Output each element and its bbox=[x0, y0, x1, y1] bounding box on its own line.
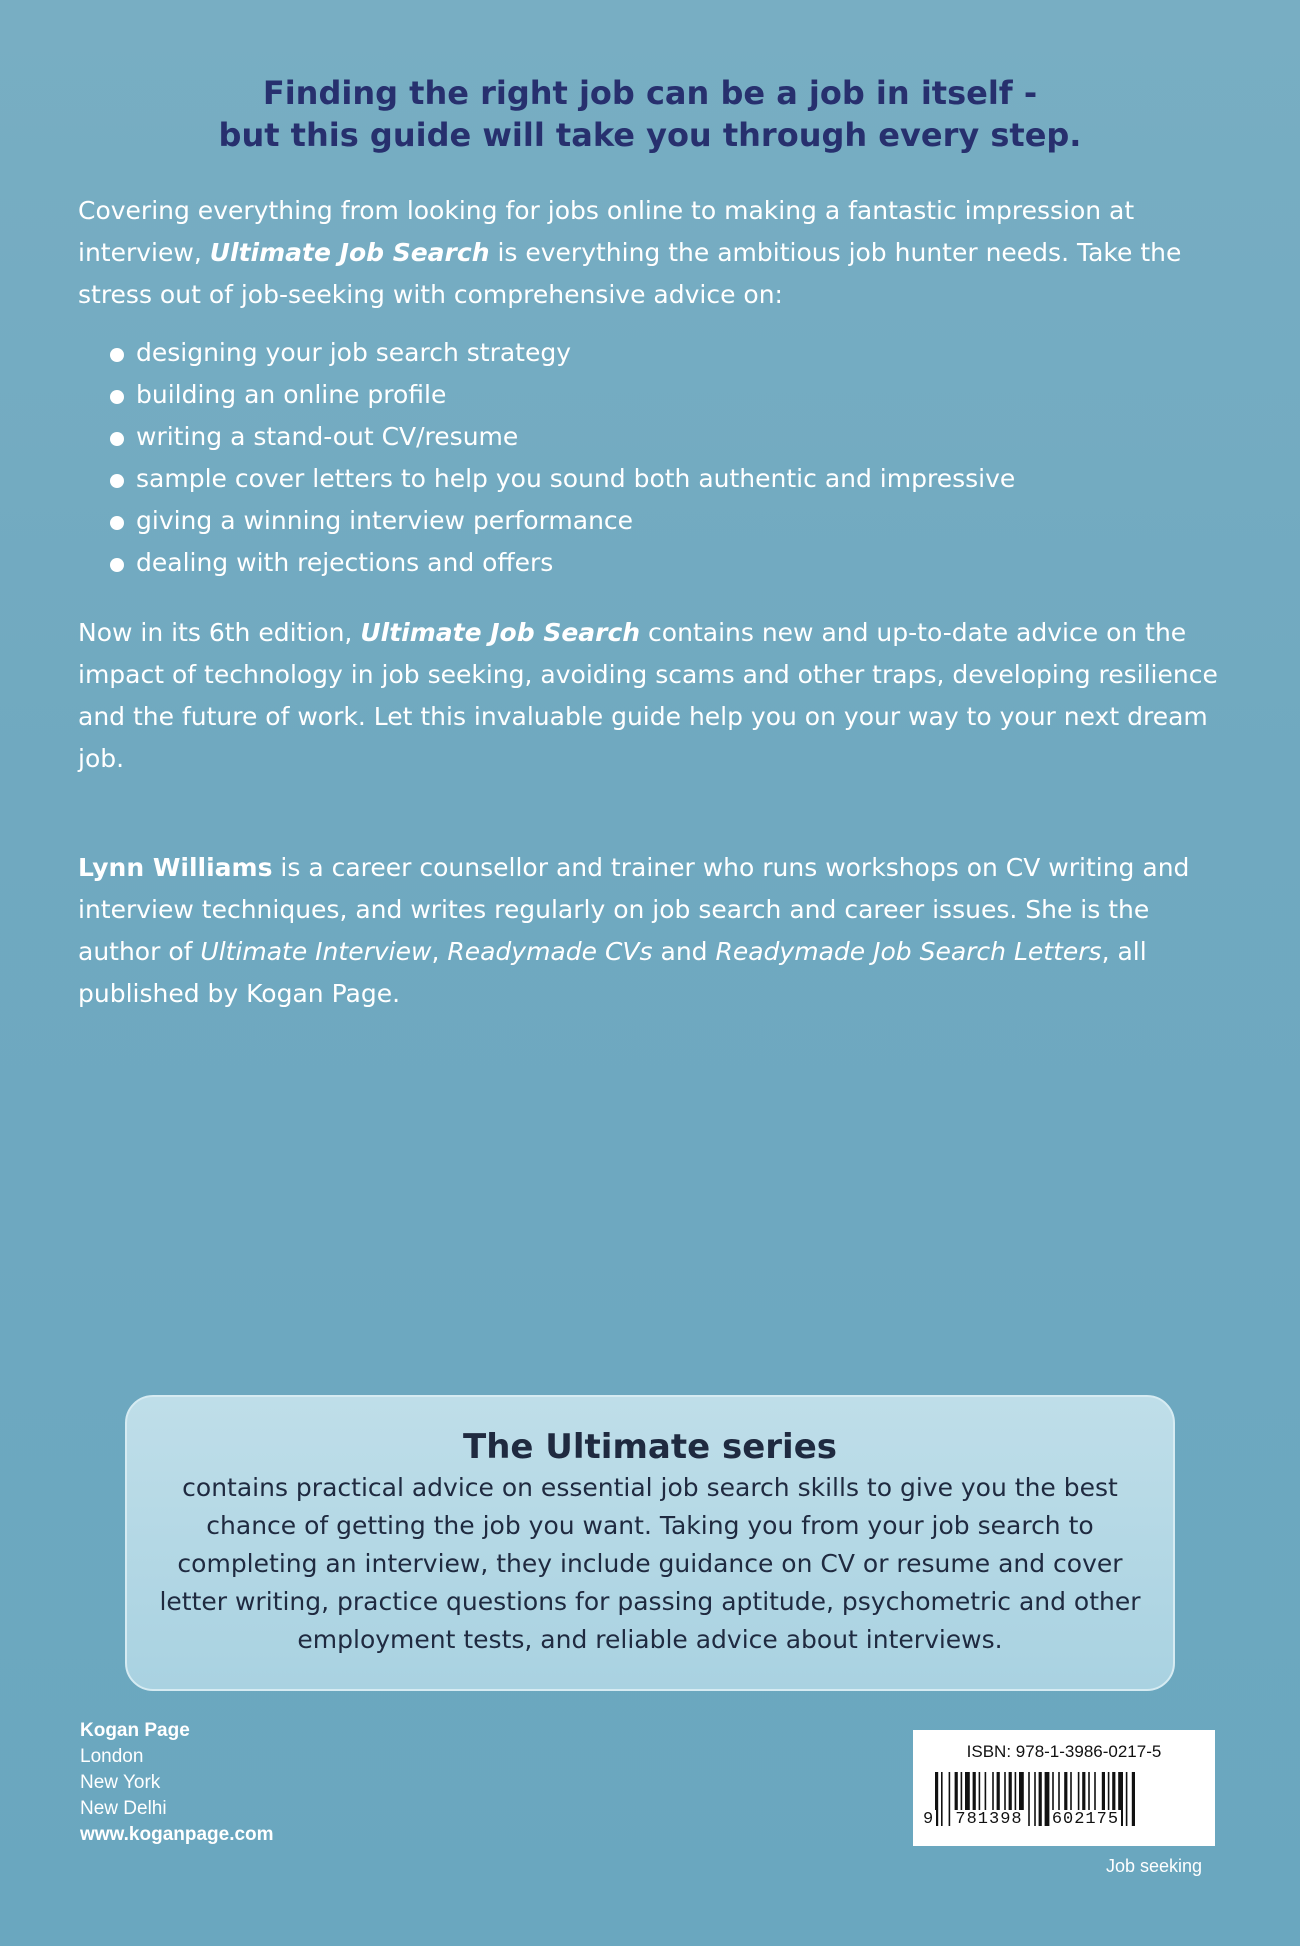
bullet-item bbox=[110, 542, 1210, 584]
bullet-dot-icon bbox=[110, 558, 124, 572]
bullet-dot-icon bbox=[110, 474, 124, 488]
bio-text-1: is a career counsellor and trainer who runs workshops on CV writing and interview techniques, and writes regularly on job search and career issues. She is the author of bbox=[78, 853, 1190, 966]
bullet-item bbox=[110, 374, 1210, 416]
edition-book-title: Ultimate Job Search bbox=[360, 618, 641, 647]
headline-line-1: Finding the right job can be a job in itself - bbox=[262, 74, 1038, 112]
publisher-city: London bbox=[80, 1746, 144, 1767]
bullet-item bbox=[110, 332, 1210, 374]
barcode-digits bbox=[921, 1810, 1211, 1829]
publisher-website: www.koganpage.com bbox=[80, 1824, 274, 1845]
bio-text-2: , all published by Kogan Page. bbox=[78, 937, 1147, 1008]
bio-separator-2: and bbox=[652, 937, 716, 966]
bullet-text: designing your job search strategy bbox=[136, 338, 572, 367]
intro-paragraph bbox=[78, 190, 1228, 316]
bullet-dot-icon bbox=[110, 390, 124, 404]
series-info-box bbox=[125, 1395, 1175, 1691]
bullet-dot-icon bbox=[110, 432, 124, 446]
intro-text-2: is everything the ambitious job hunter needs. Take the stress out of job-seeking with comprehensive advice on: bbox=[78, 238, 1182, 309]
author-name: Lynn Williams bbox=[78, 853, 273, 882]
bullet-item bbox=[110, 416, 1210, 458]
isbn-barcode bbox=[913, 1730, 1215, 1846]
barcode-digit-first: 9 bbox=[923, 1810, 935, 1829]
headline bbox=[0, 72, 1300, 156]
advice-bullet-list bbox=[110, 332, 1210, 584]
bullet-text: dealing with rejections and offers bbox=[136, 548, 554, 577]
barcode-digits-right: 602175 bbox=[1051, 1810, 1120, 1829]
publisher-city: New Delhi bbox=[80, 1798, 167, 1819]
edition-paragraph bbox=[78, 612, 1228, 780]
bullet-dot-icon bbox=[110, 348, 124, 362]
intro-text-1: Covering everything from looking for jobs online to making a fantastic impression at interview, bbox=[78, 196, 1135, 267]
bullet-dot-icon bbox=[110, 516, 124, 530]
book-category: Job seeking bbox=[1106, 1856, 1203, 1876]
series-title: The Ultimate series bbox=[463, 1427, 837, 1467]
isbn-number: ISBN: 978-1-3986-0217-5 bbox=[966, 1742, 1162, 1761]
publisher-name: Kogan Page bbox=[80, 1720, 190, 1741]
bullet-item bbox=[110, 458, 1210, 500]
bio-book-2: Readymade CVs bbox=[447, 937, 653, 966]
author-bio bbox=[78, 847, 1228, 1015]
bullet-text: building an online profile bbox=[136, 380, 447, 409]
bullet-item bbox=[110, 500, 1210, 542]
bio-book-1: Ultimate Interview bbox=[200, 937, 432, 966]
bio-book-3: Readymade Job Search Letters bbox=[715, 937, 1102, 966]
edition-text-1: Now in its 6th edition, bbox=[78, 618, 361, 647]
barcode-digits-left: 781398 bbox=[955, 1810, 1023, 1829]
headline-line-2: but this guide will take you through every step. bbox=[218, 116, 1082, 154]
series-description: contains practical advice on essential job search skills to give you the best chance of getting the job you want. Taking you from your job search to completing an interview, they include guidance on CV or resume and cover letter writing, practice questions for passing aptitude, psychometric and other employment tests, and reliable advice about interviews. bbox=[159, 1473, 1141, 1654]
intro-book-title: Ultimate Job Search bbox=[209, 238, 490, 267]
bullet-text: giving a winning interview performance bbox=[136, 506, 634, 535]
bio-separator-1: , bbox=[431, 937, 448, 966]
edition-text-2: contains new and up-to-date advice on the impact of technology in job seeking, avoiding scams and other traps, developing resilience and the future of work. Let this invaluable guide help you on your way to your next dream job. bbox=[78, 618, 1218, 773]
publisher-block bbox=[80, 1718, 274, 1848]
publisher-city: New York bbox=[80, 1772, 161, 1793]
bullet-text: sample cover letters to help you sound both authentic and impressive bbox=[136, 464, 1016, 493]
bullet-text: writing a stand-out CV/resume bbox=[136, 422, 519, 451]
